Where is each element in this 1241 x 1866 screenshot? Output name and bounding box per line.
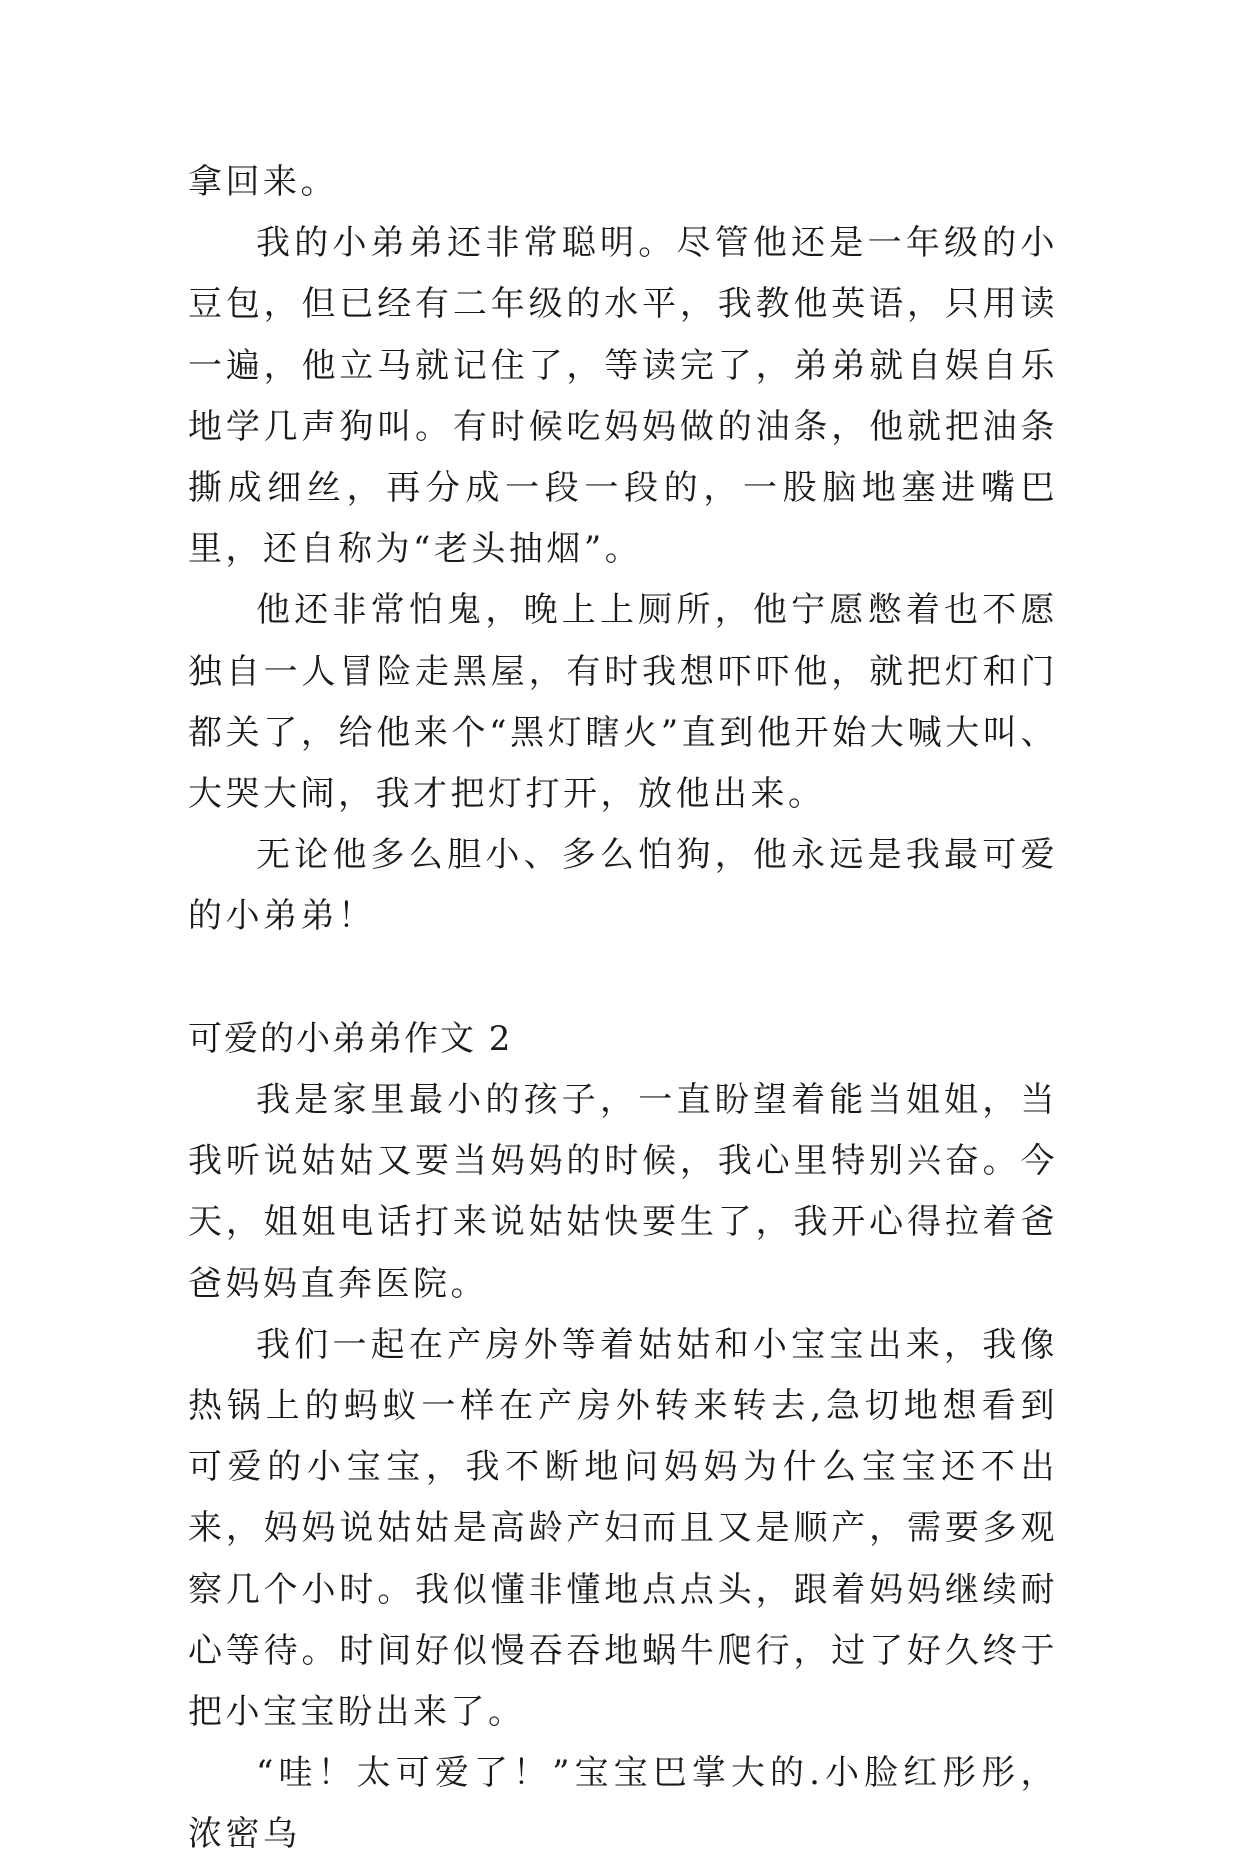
paragraph: 他还非常怕鬼，晚上上厕所，他宁愿憋着也不愿独自一人冒险走黑屋，有时我想吓吓他，就把灯和门都关了，给他来个“黑灯瞎火”直到他开始大喊大叫、大哭大闹，我才把灯打开，放他出来。	[188, 590, 1058, 815]
blank-line	[188, 948, 1058, 1009]
paragraph: 我的小弟弟还非常聪明。尽管他还是一年级的小豆包，但已经有二年级的水平，我教他英语，只用读一遍，他立马就记住了，等读完了，弟弟就自娱自乐地学几声狗叫。有时候吃妈妈做的油条，他就把油条撕成细丝，再分成一段一段的，一股脑地塞进嘴巴里，还自称为“老头抽烟”。	[188, 223, 1058, 570]
section-title: 可爱的小弟弟作文 2	[188, 1018, 513, 1059]
paragraph: 无论他多么胆小、多么怕狗，他永远是我最可爱的小弟弟！	[188, 835, 1058, 937]
paragraph: 我们一起在产房外等着姑姑和小宝宝出来，我像热锅上的蚂蚁一样在产房外转来转去,急切地想看到可爱的小宝宝，我不断地问妈妈为什么宝宝还不出来，妈妈说姑姑是高龄产妇而且又是顺产，需要多观察几个小时。我似懂非懂地点点头，跟着妈妈继续耐心等待。时间好似慢吞吞地蜗牛爬行，过了好久终于把小宝宝盼出来了。	[188, 1324, 1058, 1733]
paragraph-continuation: 拿回来。	[188, 162, 338, 202]
paragraph: “哇！太可爱了！”宝宝巴掌大的.小脸红彤彤，浓密乌	[188, 1753, 1058, 1855]
document-body	[188, 152, 1058, 1866]
paragraph: 我是家里最小的孩子，一直盼望着能当姐姐，当我听说姑姑又要当妈妈的时候，我心里特别兴奋。今天，姐姐电话打来说姑姑快要生了，我开心得拉着爸爸妈妈直奔医院。	[188, 1080, 1058, 1304]
